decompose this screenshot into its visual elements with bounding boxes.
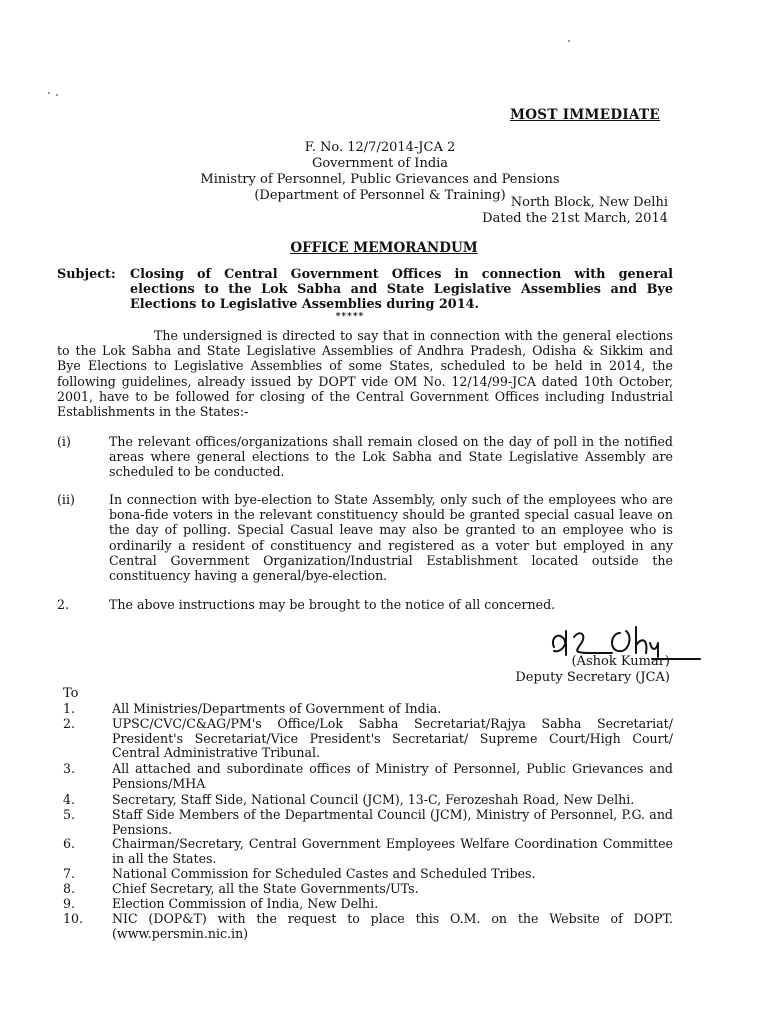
place-date-block [482,195,668,227]
recipient-number: 5. [63,807,76,822]
scan-speck [48,92,50,94]
item-text: In connection with bye-election to State Assembly, only such of the employees who are bona-fide voters in the relevant constituency should be granted special casual leave on the day of polling. Special Casual leave may also be granted to an employee who is ordinarily a resident of constituency and registered as a voter but employed in any Central Government Organization/Industrial Establishment located outside the constituency having a general/bye-election. [109,492,673,584]
signature-block [515,654,670,686]
government-name: Government of India [311,156,449,171]
recipient-text: All attached and subordinate offices of Ministry of Personnel, Public Grievances and Pensions/MHA [112,761,673,791]
scan-speck [56,94,58,96]
separator-stars: ***** [335,312,365,322]
subject-block [57,267,673,312]
scan-speck [568,40,570,42]
signatory-designation: Deputy Secretary (JCA) [515,670,670,685]
guideline-item [57,492,673,583]
date: Dated the 21st March, 2014 [482,211,668,226]
item-text: The relevant offices/organizations shall remain closed on the day of poll in the notified areas where general elections to the Lok Sabha and State Legislative Assembly are scheduled to be conducted. [109,434,673,480]
recipient-number: 6. [63,836,76,851]
recipient-number: 1. [63,701,76,716]
recipient-item [63,717,673,761]
recipient-item [63,912,673,941]
recipient-item [63,793,673,808]
recipient-number: 7. [63,866,76,881]
subject-text: Closing of Central Government Offices in connection with general elections to the Lok Sabha and State Legislative Assemblies and Bye Elections to Legislative Assemblies during 2014. [130,267,673,312]
place: North Block, New Delhi [510,195,668,210]
recipient-text: All Ministries/Departments of Government of India. [112,701,442,716]
recipient-number: 3. [63,761,76,776]
recipient-text: National Commission for Scheduled Castes and Scheduled Tribes. [112,866,536,881]
item-number: (i) [57,434,71,449]
guideline-item [57,434,673,480]
priority-label: MOST IMMEDIATE [510,107,660,123]
ministry-name: Ministry of Personnel, Public Grievances and Pensions [200,172,560,187]
subject-label: Subject: [57,267,116,282]
item-number: (ii) [57,492,75,507]
recipient-text: Chairman/Secretary, Central Government Employees Welfare Coordination Committee in all the States. [112,836,673,866]
recipients-label: To [63,686,79,701]
signatory-name: (Ashok Kumar) [571,654,670,669]
item-text: The above instructions may be brought to the notice of all concerned. [109,597,556,612]
recipient-number: 8. [63,881,76,896]
recipient-text: Staff Side Members of the Departmental Council (JCM), Ministry of Personnel, P.G. and Pensions. [112,807,673,837]
intro-paragraph: The undersigned is directed to say that in connection with the general elections to the Lok Sabha and State Legislative Assemblies of Andhra Pradesh, Odisha & Sikkim and Bye Elections to Legislative Assemblies of some States, scheduled to be held in 2014, the following guidelines, already issued by DOPT vide OM No. 12/14/99-JCA dated 10th October, 2001, have to be followed for closing of the Central Government Offices including Industrial Establishments in the States:- [57,328,673,420]
recipient-text: Election Commission of India, New Delhi. [112,896,379,911]
recipient-item [63,702,673,717]
recipient-item [63,762,673,791]
recipient-number: 2. [63,716,76,731]
recipient-number: 10. [63,911,84,926]
recipient-item [63,882,673,897]
recipient-item [63,867,673,882]
recipient-number: 9. [63,896,76,911]
recipient-text: Chief Secretary, all the State Governments/UTs. [112,881,419,896]
recipient-item [63,808,673,837]
recipient-item [63,837,673,866]
recipient-text: Secretary, Staff Side, National Council (JCM), 13-C, Ferozeshah Road, New Delhi. [112,792,635,807]
item-number: 2. [57,597,70,612]
recipient-text: UPSC/CVC/C&AG/PM's Office/Lok Sabha Secretariat/Rajya Sabha Secretariat/ President's Secretariat/Vice President's Secretariat/ Supreme Court/High Court/ Central Administrative Tribunal. [112,716,673,760]
file-number: F. No. 12/7/2014-JCA 2 [304,140,456,155]
recipient-text: NIC (DOP&T) with the request to place this O.M. on the Website of DOPT. (www.persmin.nic.in) [112,911,673,941]
closing-paragraph [57,597,673,612]
recipient-item [63,897,673,912]
recipient-number: 4. [63,792,76,807]
department-name: (Department of Personnel & Training) [254,188,506,203]
document-title: OFFICE MEMORANDUM [290,240,478,256]
